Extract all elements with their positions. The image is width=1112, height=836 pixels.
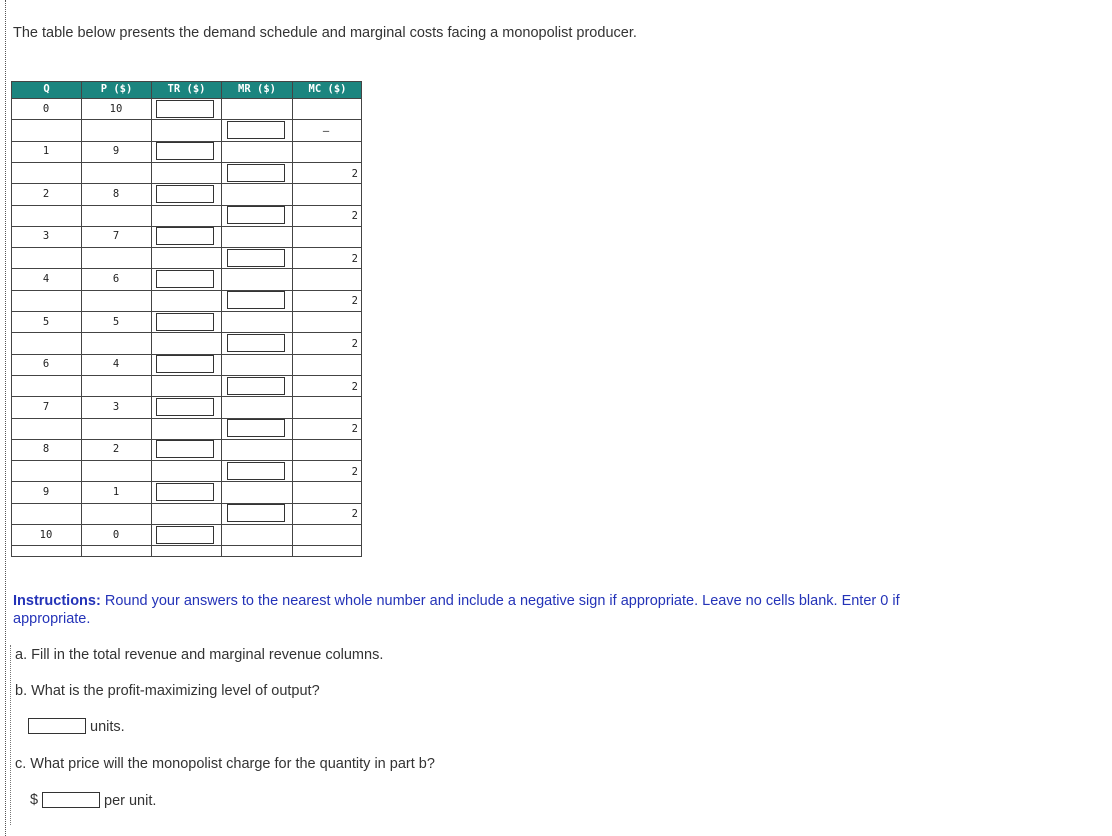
table-row-line: [11, 183, 362, 184]
instructions: [13, 592, 973, 628]
tr-input[interactable]: [156, 185, 214, 203]
monopoly-price-input[interactable]: [42, 792, 100, 808]
table-row-line: [11, 481, 362, 482]
table-cell-q: 7: [42, 400, 50, 413]
instructions-label: Instructions:: [13, 593, 101, 609]
table-cell-p: 3: [112, 400, 120, 413]
table-cell-mc: 2: [351, 423, 358, 436]
table-cell-p: 4: [112, 358, 120, 371]
table-cell-mc: 2: [351, 337, 358, 350]
table-cell-mc: 2: [351, 295, 358, 308]
tr-input[interactable]: [156, 398, 214, 416]
table-row-line: [11, 556, 362, 557]
table-column-line: [361, 81, 362, 557]
instructions-text: Round your answers to the nearest whole number and include a negative sign if appropriate. Leave no cells blank. Enter 0 if appropriate.: [13, 593, 900, 627]
mr-input[interactable]: [227, 462, 285, 480]
table-cell-p: 5: [112, 315, 120, 328]
table-row-line: [11, 119, 362, 120]
mr-input[interactable]: [227, 164, 285, 182]
table-cell-q: 5: [42, 315, 50, 328]
tr-input[interactable]: [156, 227, 214, 245]
table-row-line: [11, 460, 362, 461]
table-cell-p: 1: [112, 486, 120, 499]
table-row-line: [11, 205, 362, 206]
table-cell-q: 3: [42, 230, 50, 243]
mr-input[interactable]: [227, 504, 285, 522]
table-cell-mc: 2: [351, 380, 358, 393]
table-cell-q: 0: [42, 102, 50, 115]
profit-max-output-input[interactable]: [28, 718, 86, 734]
mr-input[interactable]: [227, 249, 285, 267]
tr-input[interactable]: [156, 355, 214, 373]
table-cell-q: 10: [39, 528, 53, 541]
column-header: TR ($): [152, 82, 221, 98]
units-label: units.: [90, 719, 125, 735]
tr-input[interactable]: [156, 483, 214, 501]
table-row-line: [11, 545, 362, 546]
table-row-line: [11, 396, 362, 397]
table-cell-p: 8: [112, 187, 120, 200]
column-header: MC ($): [293, 82, 362, 98]
tr-input[interactable]: [156, 526, 214, 544]
table-cell-mc: 2: [351, 508, 358, 521]
table-cell-q: 4: [42, 273, 50, 286]
mr-input[interactable]: [227, 121, 285, 139]
demand-schedule-table: [11, 81, 362, 557]
table-row-line: [11, 81, 362, 82]
question-dotted-bar: [10, 645, 11, 825]
column-header: P ($): [82, 82, 151, 98]
table-column-line: [151, 81, 152, 557]
mr-input[interactable]: [227, 334, 285, 352]
mr-input[interactable]: [227, 419, 285, 437]
table-cell-mc: 2: [351, 210, 358, 223]
table-row-line: [11, 332, 362, 333]
question-b: b. What is the profit-maximizing level of output?: [15, 683, 320, 699]
table-row-line: [11, 247, 362, 248]
mr-input[interactable]: [227, 206, 285, 224]
table-row-line: [11, 290, 362, 291]
column-header: Q: [12, 82, 81, 98]
table-cell-q: 2: [42, 187, 50, 200]
table-cell-p: 10: [109, 102, 123, 115]
table-cell-mc: 2: [351, 252, 358, 265]
question-c: c. What price will the monopolist charge for the quantity in part b?: [15, 756, 435, 772]
table-cell-mc: 2: [351, 167, 358, 180]
table-row-line: [11, 503, 362, 504]
tr-input[interactable]: [156, 270, 214, 288]
table-cell-q: 1: [42, 145, 50, 158]
table-row-line: [11, 162, 362, 163]
table-cell-q: 6: [42, 358, 50, 371]
tr-input[interactable]: [156, 313, 214, 331]
table-cell-mc: 2: [351, 465, 358, 478]
table-cell-p: 9: [112, 145, 120, 158]
table-cell-q: 8: [42, 443, 50, 456]
table-row-line: [11, 268, 362, 269]
per-unit-label: per unit.: [104, 793, 157, 809]
tr-input[interactable]: [156, 440, 214, 458]
table-cell-p: 0: [112, 528, 120, 541]
table-column-line: [221, 81, 222, 557]
mr-input[interactable]: [227, 377, 285, 395]
question-a: a. Fill in the total revenue and marginal revenue columns.: [15, 647, 384, 663]
table-cell-p: 2: [112, 443, 120, 456]
table-column-line: [292, 81, 293, 557]
dollar-sign: $: [30, 792, 39, 808]
tr-input[interactable]: [156, 100, 214, 118]
tr-input[interactable]: [156, 142, 214, 160]
table-row-line: [11, 375, 362, 376]
table-cell-mc: –: [322, 124, 330, 137]
table-row-line: [11, 418, 362, 419]
intro-text: The table below presents the demand schedule and marginal costs facing a monopolist producer.: [13, 25, 637, 41]
column-header: MR ($): [222, 82, 292, 98]
left-dotted-rule: [5, 0, 6, 836]
table-cell-p: 7: [112, 230, 120, 243]
mr-input[interactable]: [227, 291, 285, 309]
table-cell-q: 9: [42, 486, 50, 499]
table-cell-p: 6: [112, 273, 120, 286]
